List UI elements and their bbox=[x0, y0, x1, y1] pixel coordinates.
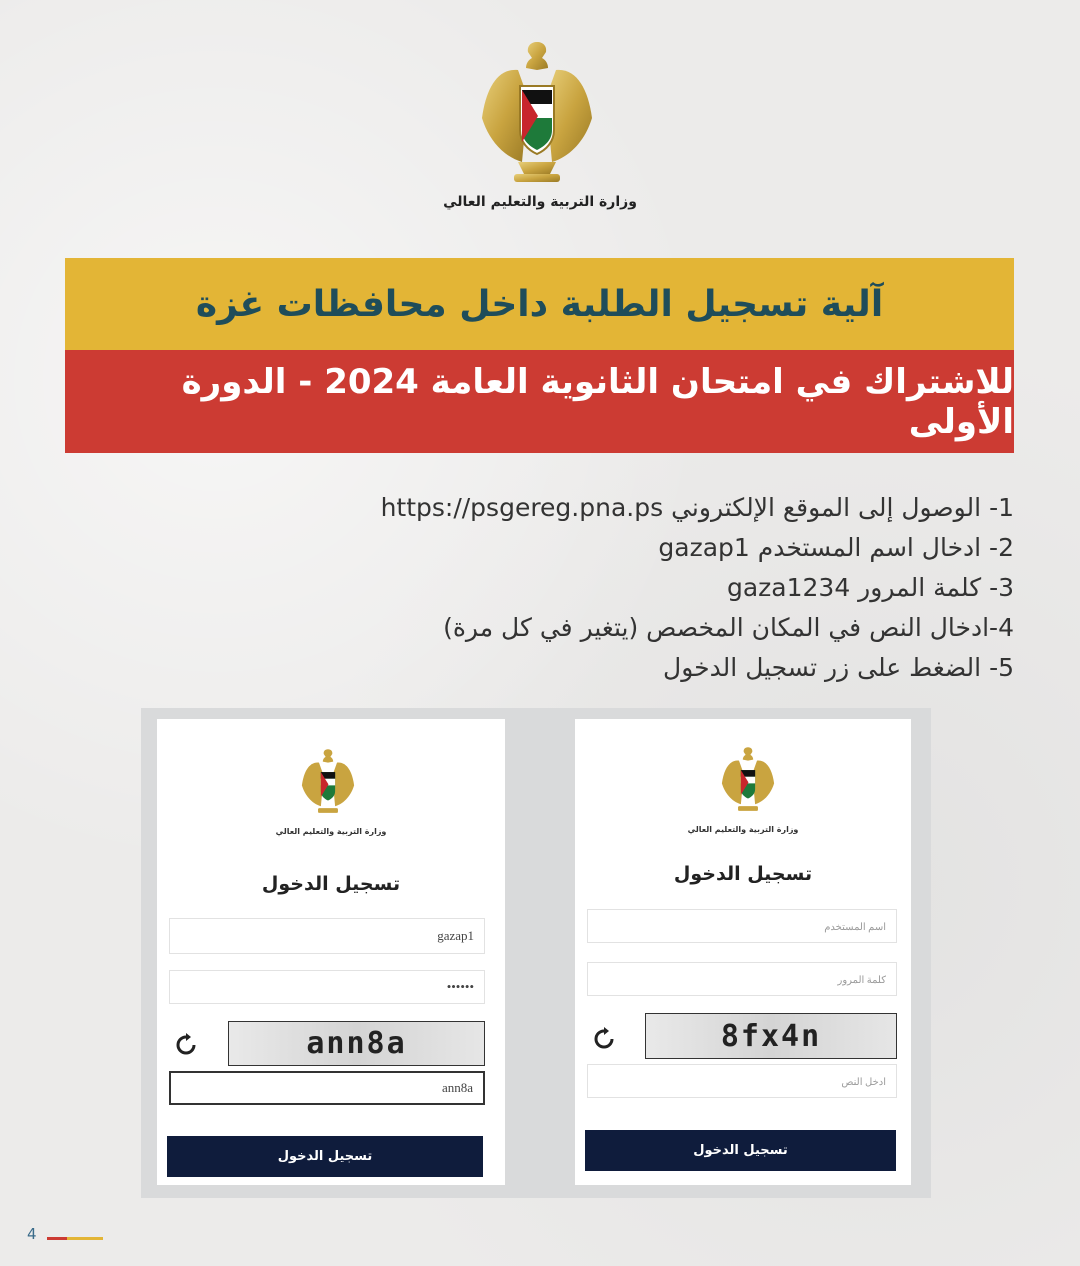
step-item: 2- ادخال اسم المستخدم gazap1 bbox=[658, 533, 1014, 562]
refresh-icon[interactable] bbox=[173, 1032, 199, 1058]
username-field[interactable] bbox=[587, 909, 897, 943]
steps-list bbox=[314, 488, 1014, 688]
ministry-name: وزارة التربية والتعليم العالي bbox=[275, 827, 387, 836]
step-item: 5- الضغط على زر تسجيل الدخول bbox=[663, 653, 1014, 682]
captcha-image: 8fx4n bbox=[645, 1013, 897, 1059]
refresh-icon[interactable] bbox=[591, 1026, 617, 1052]
subtitle-banner bbox=[65, 350, 1014, 453]
page-bar-yellow bbox=[67, 1237, 103, 1240]
password-field[interactable] bbox=[587, 962, 897, 996]
login-title: تسجيل الدخول bbox=[261, 873, 401, 895]
page-title: آلية تسجيل الطلبة داخل محافظات غزة bbox=[195, 283, 884, 325]
login-card-filled bbox=[157, 719, 505, 1185]
title-banner bbox=[65, 258, 1014, 350]
step-item: 3- كلمة المرور gaza1234 bbox=[726, 573, 1014, 602]
step-item: 1- الوصول إلى الموقع الإلكتروني https://psgereg.pna.ps bbox=[380, 493, 1014, 522]
password-field[interactable] bbox=[169, 970, 485, 1004]
login-card-empty bbox=[575, 719, 911, 1185]
page-number: 4 bbox=[27, 1225, 37, 1243]
login-button[interactable]: تسجيل الدخول bbox=[585, 1130, 896, 1171]
page-subtitle: للاشتراك في امتحان الثانوية العامة 2024 - الدورة الأولى bbox=[181, 361, 1014, 442]
step-item: 4-ادخال النص في المكان المخصص (يتغير في كل مرة) bbox=[443, 613, 1014, 642]
captcha-image: ann8a bbox=[228, 1021, 485, 1066]
ministry-name: وزارة التربية والتعليم العالي bbox=[443, 194, 637, 210]
login-button[interactable]: تسجيل الدخول bbox=[167, 1136, 483, 1177]
ministry-name: وزارة التربية والتعليم العالي bbox=[687, 825, 799, 834]
login-title: تسجيل الدخول bbox=[673, 863, 813, 885]
captcha-input[interactable] bbox=[587, 1064, 897, 1098]
eagle-emblem-icon bbox=[478, 38, 596, 188]
captcha-input[interactable] bbox=[169, 1071, 485, 1105]
username-field[interactable] bbox=[169, 918, 485, 954]
eagle-emblem-icon bbox=[720, 745, 776, 817]
eagle-emblem-icon bbox=[300, 747, 356, 819]
page-bar-red bbox=[47, 1237, 67, 1240]
